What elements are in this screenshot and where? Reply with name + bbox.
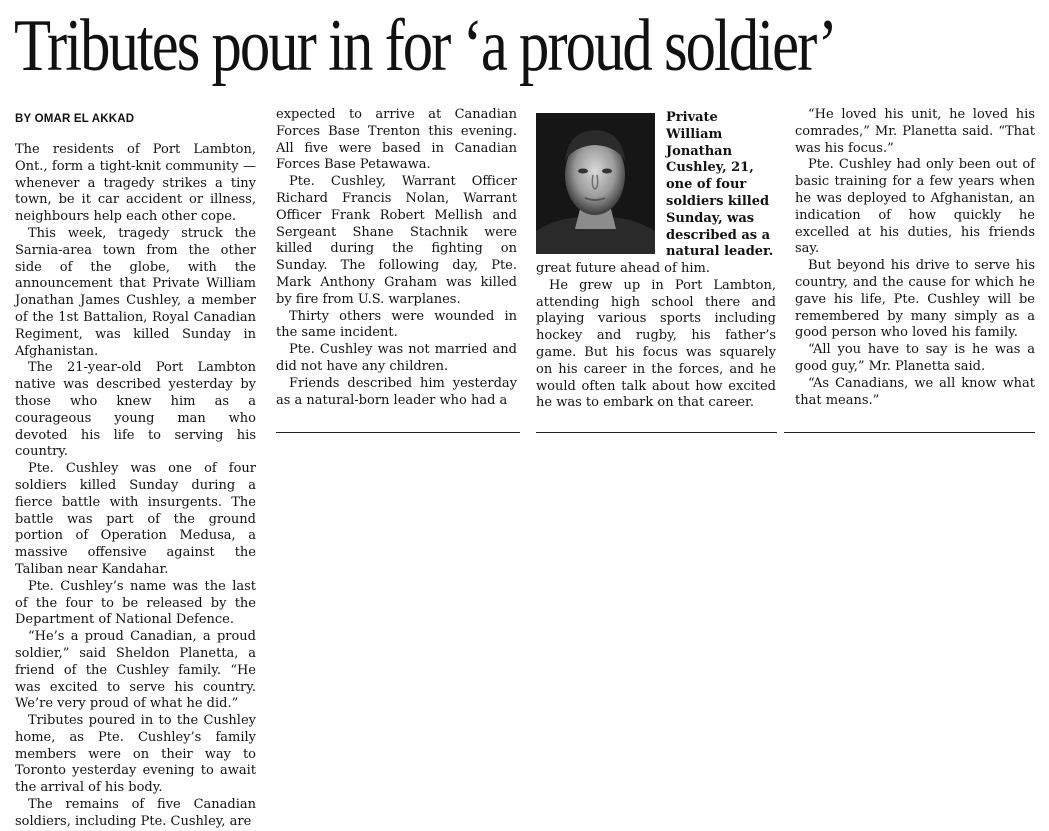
photo-caption: Private William Jonathan Cushley, 21, one of four soldiers killed Sunday, was described as a natural leader. xyxy=(666,110,774,260)
column-rule xyxy=(276,432,520,433)
paragraph: Pte. Cushley’s name was the last of the four to be released by the Department of National Defence. xyxy=(15,578,256,628)
soldier-portrait-icon xyxy=(536,113,655,254)
byline: BY OMAR EL AKKAD xyxy=(15,113,135,125)
paragraph: Friends described him yesterday as a natural-born leader who had a xyxy=(276,375,517,408)
paragraph: great future ahead of him. xyxy=(536,261,710,276)
headline: Tributes pour in for ‘a proud soldier’ xyxy=(14,5,836,87)
column-rule xyxy=(536,432,777,433)
paragraph: Pte. Cushley was one of four soldiers killed Sunday during a fierce battle with insurgents. The battle was part of the ground portion of Operation Medusa, a massive offensive against the Taliban near Kandahar. xyxy=(15,461,256,577)
paragraph: The remains of five Canadian soldiers, including Pte. Cushley, are xyxy=(15,797,256,829)
column-rule xyxy=(784,432,1035,433)
paragraph: But beyond his drive to serve his country, and the cause for which he gave his life, Pte. Cushley will be remembered by many simply as a good person who loved his family. xyxy=(795,258,1035,341)
paragraph: “He loved his unit, he loved his comrades,” Mr. Planetta said. “That was his focus.” xyxy=(795,107,1035,156)
soldier-portrait-photo xyxy=(536,113,655,254)
paragraph: Pte. Cushley had only been out of basic training for a few years when he was deployed to Afghanistan, an indication of how quickly he excelled at his duties, his friends say. xyxy=(795,157,1035,257)
paragraph: “He’s a proud Canadian, a proud soldier,” said Sheldon Planetta, a friend of the Cushley family. “He was excited to serve his country. We’re very proud of what he did.” xyxy=(15,629,256,712)
article-column-4 xyxy=(795,107,1035,409)
paragraph: The 21-year-old Port Lambton native was described yesterday by those who knew him as a courageous young man who devoted his life to serving his country. xyxy=(15,360,256,460)
article-column-2 xyxy=(276,107,517,409)
paragraph: “All you have to say is he was a good guy,” Mr. Planetta said. xyxy=(795,342,1035,374)
paragraph: Pte. Cushley, Warrant Officer Richard Francis Nolan, Warrant Officer Frank Robert Mellish and Sergeant Shane Stachnik were killed during the fighting on Sunday. The following day, Pte. Mark Anthony Graham was killed by fire from U.S. warplanes. xyxy=(276,174,517,307)
paragraph: “As Canadians, we all know what that means.” xyxy=(795,375,1035,408)
paragraph: This week, tragedy struck the Sarnia-area town from the other side of the globe, with the announcement that Private William Jonathan James Cushley, a member of the 1st Battalion, Royal Canadian Regiment, was killed Sunday in Afghanistan. xyxy=(15,225,256,359)
paragraph: expected to arrive at Canadian Forces Base Trenton this evening. All five were based in Canadian Forces Base Petawawa. xyxy=(276,107,517,173)
paragraph: He grew up in Port Lambton, attending high school there and playing various sports including hockey and rugby, his father’s game. But his focus was squarely on his career in the forces, and he would often talk about how excited he was to embark on that career. xyxy=(536,277,776,411)
article-column-3 xyxy=(536,261,776,412)
paragraph: The residents of Port Lambton, Ont., form a tight-knit community — whenever a tragedy strikes a tiny town, be it car accident or illness, neighbours help each other cope. xyxy=(15,142,256,225)
article-column-1 xyxy=(15,142,256,831)
paragraph: Tributes poured in to the Cushley home, as Pte. Cushley’s family members were on their way to Toronto yesterday evening to await the arrival of his body. xyxy=(15,713,256,796)
paragraph: Pte. Cushley was not married and did not have any children. xyxy=(276,342,517,374)
paragraph: Thirty others were wounded in the same incident. xyxy=(276,308,517,341)
